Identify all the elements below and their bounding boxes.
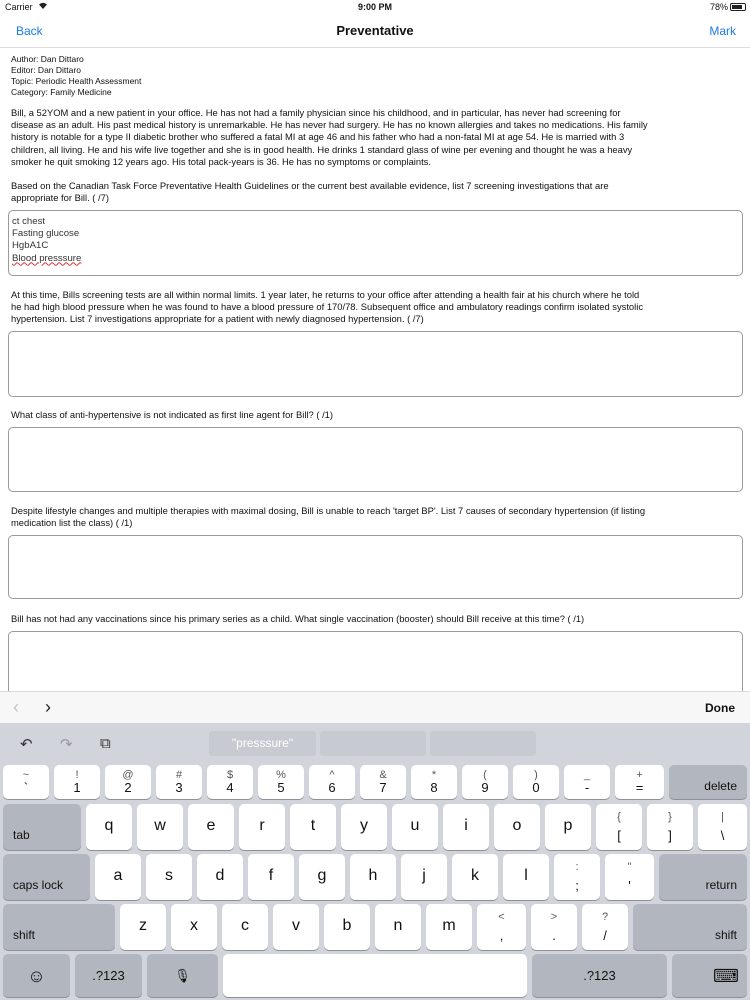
key-u[interactable]: [392, 804, 438, 850]
key-top-label: ^: [329, 769, 335, 781]
key-r[interactable]: [239, 804, 285, 850]
answer-line: HgbA1C: [12, 240, 49, 252]
key-l[interactable]: [503, 854, 549, 900]
emoji-icon: ☺: [27, 966, 46, 986]
question-line: medication list the class) ( /1): [11, 517, 133, 529]
key-m[interactable]: [426, 904, 472, 950]
key-bracket-left[interactable]: [596, 804, 642, 850]
key-label: e: [206, 817, 216, 834]
undo-icon[interactable]: ↶: [20, 736, 33, 753]
key-label: y: [360, 817, 368, 834]
key-label: l: [524, 867, 528, 884]
question-line: Based on the Canadian Task Force Preventative Health Guidelines or the current best available evidence, list 7 screening investigations that are: [11, 180, 609, 191]
shortcut-bar: [0, 723, 750, 763]
key-label: h: [368, 867, 378, 884]
clock: 9:00 PM: [357, 2, 392, 12]
question-line: Despite lifestyle changes and multiple therapies with maximal dosing, Bill is unable to reach 'target BP'. List 7 causes of secondary hypertension (if listing: [11, 505, 646, 516]
hide-keyboard-key[interactable]: [672, 954, 747, 997]
key-6[interactable]: [309, 765, 355, 799]
question-4-answer-field[interactable]: [8, 535, 743, 599]
question-line: What class of anti-hypertensive is not indicated as first line agent for Bill? ( /1): [11, 409, 334, 420]
numbers-key-right[interactable]: [532, 954, 667, 997]
key-bottom-label: 6: [328, 780, 336, 795]
key-1[interactable]: [54, 765, 100, 799]
key-d[interactable]: [197, 854, 243, 900]
key-period[interactable]: [531, 904, 577, 950]
key-label: o: [512, 817, 522, 834]
key-label: r: [259, 817, 265, 834]
keyboard-accessory-bar: [0, 691, 750, 723]
key-q[interactable]: [86, 804, 132, 850]
case-line: disease as an adult. His past medical history is unremarkable. He has never had surgery. He has no known allergies and takes no medications. His family: [11, 119, 648, 131]
key-label: n: [393, 917, 403, 934]
keyboard: [0, 723, 750, 1000]
key-5[interactable]: [258, 765, 304, 799]
caps-lock-key-label: caps lock: [13, 878, 64, 892]
key-top-label: #: [175, 769, 183, 781]
key-label: x: [190, 917, 198, 934]
key-x[interactable]: [171, 904, 217, 950]
key-minus[interactable]: [564, 765, 610, 799]
key-label: i: [464, 817, 468, 834]
key-y[interactable]: [341, 804, 387, 850]
key-top-label: &: [379, 769, 387, 781]
key-top-label: ~: [22, 769, 30, 781]
question-4-text: [11, 505, 739, 529]
key-bottom-label: 4: [226, 780, 234, 795]
redo-icon[interactable]: ↷: [60, 736, 73, 753]
key-bottom-label: [: [617, 828, 621, 843]
key-label: b: [342, 917, 352, 934]
next-field-button[interactable]: ›: [45, 697, 51, 717]
key-top-label: |: [721, 811, 724, 823]
key-a[interactable]: [95, 854, 141, 900]
key-bottom-label: \: [720, 828, 725, 843]
key-label: c: [241, 917, 249, 934]
key-tilde[interactable]: [3, 765, 49, 799]
key-o[interactable]: [494, 804, 540, 850]
paste-icon[interactable]: ⧉: [100, 735, 111, 752]
key-backslash[interactable]: [698, 804, 747, 850]
key-top-label: >: [550, 911, 558, 923]
key-label: j: [422, 867, 426, 884]
key-c[interactable]: [222, 904, 268, 950]
key-label: z: [139, 917, 147, 934]
key-e[interactable]: [188, 804, 234, 850]
key-0[interactable]: [513, 765, 559, 799]
key-bottom-label: =: [635, 780, 644, 795]
question-1-text: [11, 180, 739, 204]
key-top-label: {: [617, 811, 621, 823]
key-bottom-label: ]: [668, 828, 672, 843]
key-top-label: ): [534, 769, 538, 781]
question-line: hypertension. List 7 investigations appropriate for a patient with newly diagnosed hypertension. ( /7): [11, 313, 424, 325]
key-2[interactable]: [105, 765, 151, 799]
key-top-label: :: [575, 861, 579, 873]
key-bracket-right[interactable]: [647, 804, 693, 850]
key-top-label: }: [668, 811, 672, 823]
navigation-bar: [0, 14, 750, 48]
question-2-answer-field[interactable]: [8, 331, 743, 397]
case-line: history is notable for a type II diabetic brother who suffered a fatal MI at age 46 and his father who had a non-fatal MI at age 54. He is married with 3: [11, 131, 625, 143]
key-top-label: *: [431, 769, 437, 781]
question-line: appropriate for Bill. ( /7): [11, 192, 109, 204]
hide-keyboard-icon: ⌨: [713, 966, 739, 986]
page-title: Preventative: [336, 23, 414, 38]
key-top-label: @: [122, 769, 134, 781]
case-line: Bill, a 52YOM and a new patient in your office. He has not had a family physician since his childhood, and in particular, has never had screening for: [11, 107, 621, 118]
category-line: Category: Family Medicine: [11, 87, 112, 97]
key-f[interactable]: [248, 854, 294, 900]
key-equals[interactable]: [615, 765, 664, 799]
carrier-label: Carrier: [5, 2, 33, 12]
answer-line: ct chest: [12, 216, 46, 227]
key-bottom-label: .: [552, 928, 556, 943]
key-label: s: [165, 867, 173, 884]
key-label: k: [471, 867, 479, 884]
shift-key-left[interactable]: [3, 904, 115, 950]
question-3-answer-field[interactable]: [8, 427, 743, 492]
delete-key[interactable]: [669, 765, 747, 799]
editor-line: Editor: Dan Dittaro: [11, 65, 81, 75]
suggestion-3[interactable]: [430, 731, 536, 756]
key-4[interactable]: [207, 765, 253, 799]
key-bottom-label: 8: [430, 780, 438, 795]
key-9[interactable]: [462, 765, 508, 799]
case-description: [11, 107, 739, 168]
key-label: q: [104, 817, 114, 834]
answer-line-misspelled: Blood presssure: [12, 252, 82, 264]
key-s[interactable]: [146, 854, 192, 900]
case-content[interactable]: [0, 48, 750, 691]
key-top-label: ?: [601, 911, 609, 923]
key-bottom-label: ': [628, 878, 631, 893]
key-bottom-label: `: [23, 780, 29, 795]
caps-lock-key[interactable]: [3, 854, 90, 900]
key-label: f: [268, 867, 274, 884]
key-top-label: !: [75, 769, 79, 781]
tab-key-label: tab: [13, 828, 30, 842]
dictation-key[interactable]: [147, 954, 218, 997]
suggestion-1[interactable]: "presssure": [209, 731, 316, 756]
question-line: At this time, Bills screening tests are all within normal limits. 1 year later, he returns to your office after attending a health fair at his church where he told: [11, 289, 640, 300]
case-metadata: [11, 54, 141, 98]
key-label: w: [154, 817, 166, 834]
numbers-key-left[interactable]: [75, 954, 142, 997]
key-top-label: _: [583, 769, 591, 781]
previous-field-button[interactable]: ‹: [13, 697, 19, 717]
key-bottom-label: 3: [175, 780, 183, 795]
key-bottom-label: 2: [124, 780, 132, 795]
author-line: Author: Dan Dittaro: [11, 54, 84, 64]
key-w[interactable]: [137, 804, 183, 850]
key-semicolon[interactable]: [554, 854, 600, 900]
key-label: p: [563, 817, 573, 834]
key-3[interactable]: [156, 765, 202, 799]
key-b[interactable]: [324, 904, 370, 950]
key-bottom-label: 5: [277, 780, 285, 795]
back-button[interactable]: Back: [16, 24, 43, 38]
key-top-label: +: [636, 769, 643, 781]
battery-icon: [730, 3, 746, 11]
return-key[interactable]: [659, 854, 747, 900]
key-label: v: [292, 917, 300, 934]
space-bar[interactable]: [223, 954, 527, 997]
question-5-text: [11, 613, 739, 625]
case-line: smoker he quit smoking 12 years ago. His total pack-years is 36. He has no symptoms or complaints.: [11, 155, 431, 167]
answer-line: Fasting glucose: [12, 228, 80, 240]
key-top-label: ": [627, 861, 632, 873]
key-top-label: (: [483, 769, 487, 781]
case-line: children, all living. He and his wife live together and she is in good health. He drinks 1 standard glass of wine per evening and thought he was a heavy: [11, 143, 633, 155]
question-3-text: [11, 409, 739, 421]
status-bar: [0, 0, 750, 14]
key-p[interactable]: [545, 804, 591, 850]
key-8[interactable]: [411, 765, 457, 799]
key-t[interactable]: [290, 804, 336, 850]
numbers-key-label: .?123: [583, 968, 616, 983]
key-label: a: [113, 867, 123, 884]
key-z[interactable]: [120, 904, 166, 950]
key-top-label: %: [276, 769, 286, 781]
microphone-icon: 🎙: [174, 968, 191, 983]
key-top-label: <: [498, 911, 505, 923]
key-n[interactable]: [375, 904, 421, 950]
key-label: u: [410, 817, 420, 834]
key-label: g: [317, 867, 327, 884]
suggestion-2[interactable]: [320, 731, 426, 756]
key-comma[interactable]: [477, 904, 526, 950]
key-label: t: [310, 817, 316, 834]
key-v[interactable]: [273, 904, 319, 950]
key-bottom-label: /: [603, 928, 607, 943]
question-line: he had high blood pressure when he was found to have a blood pressure of 170/78. Subsequent office and ambulatory readings confirm isolated systolic: [11, 301, 644, 313]
key-bottom-label: -: [584, 780, 590, 795]
key-bottom-label: ,: [499, 928, 504, 943]
delete-key-label: delete: [704, 779, 737, 793]
key-g[interactable]: [299, 854, 345, 900]
question-5-answer-field[interactable]: [8, 631, 743, 691]
key-bottom-label: 9: [481, 780, 489, 795]
shift-key-label: shift: [714, 928, 737, 942]
return-key-label: return: [705, 878, 737, 892]
topic-line: Topic: Periodic Health Assessment: [11, 76, 142, 86]
key-7[interactable]: [360, 765, 406, 799]
key-quote[interactable]: [605, 854, 654, 900]
numbers-key-label: .?123: [92, 968, 125, 983]
key-bottom-label: 1: [73, 780, 81, 795]
done-button[interactable]: Done: [705, 701, 735, 715]
key-bottom-label: 7: [379, 780, 387, 795]
key-slash[interactable]: [582, 904, 628, 950]
key-h[interactable]: [350, 854, 396, 900]
emoji-key[interactable]: [3, 954, 70, 997]
tab-key[interactable]: [3, 804, 81, 850]
key-k[interactable]: [452, 854, 498, 900]
mark-button[interactable]: Mark: [709, 24, 736, 38]
key-bottom-label: ;: [575, 878, 579, 893]
key-label: m: [442, 917, 456, 934]
shift-key-right[interactable]: [633, 904, 747, 950]
question-line: Bill has not had any vaccinations since his primary series as a child. What single vaccination (booster) should Bill receive at this time? ( /1): [11, 613, 585, 624]
key-i[interactable]: [443, 804, 489, 850]
shift-key-label: shift: [13, 928, 36, 942]
question-2-text: [11, 289, 739, 326]
key-bottom-label: 0: [532, 780, 540, 795]
key-label: d: [215, 867, 225, 884]
key-top-label: $: [226, 769, 234, 781]
battery-percentage: 78%: [709, 2, 728, 12]
question-1-answer-field[interactable]: [8, 210, 743, 276]
key-j[interactable]: [401, 854, 447, 900]
